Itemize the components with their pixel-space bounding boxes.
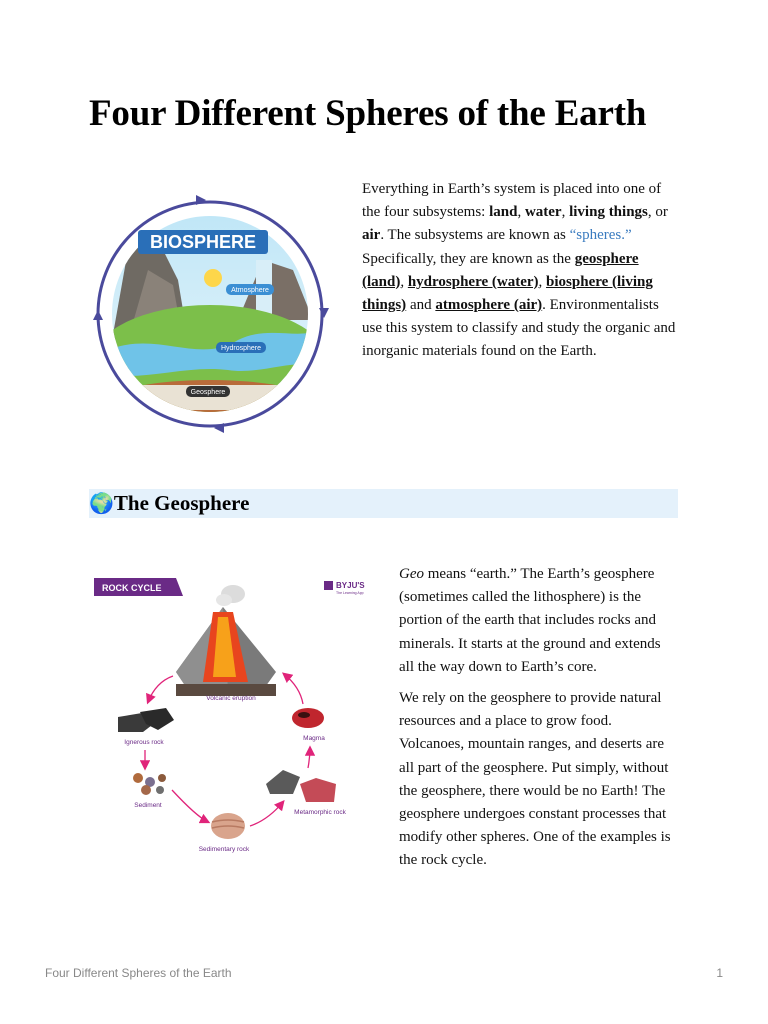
geosphere-section-heading: [89, 489, 678, 518]
term-water: water: [524, 204, 562, 221]
biosphere-figure: [88, 190, 332, 440]
spheres-link[interactable]: “spheres.”: [569, 227, 632, 244]
hydrosphere-label: Hydrosphere: [220, 345, 262, 352]
geosphere-term: geosphere (land): [362, 250, 639, 290]
label-volcanic-eruption: Volcanic eruption: [206, 695, 256, 702]
hydrosphere-term: hydrosphere (water): [407, 273, 539, 290]
atmosphere-term: atmosphere (air): [435, 297, 543, 314]
label-sedimentary-rock: Sedimentary rock: [198, 846, 250, 853]
label-igneous-rock: Ignerous rock: [124, 739, 164, 746]
term-living-things: living things: [569, 204, 648, 221]
label-metamorphic-rock: Metamorphic rock: [294, 809, 346, 816]
cycle-arrow: [148, 676, 173, 702]
label-sediment: Sediment: [134, 802, 162, 809]
footer-title: Four Different Spheres of the Earth: [45, 966, 232, 980]
label-magma: Magma: [303, 735, 325, 742]
geosphere-text: [399, 563, 679, 873]
byjus-logo-icon: [324, 581, 333, 590]
brand-tagline: The Learning App: [336, 591, 364, 595]
biosphere-term: biosphere (living things): [362, 273, 653, 314]
geosphere-label: Geosphere: [190, 389, 226, 396]
term-land: land: [489, 204, 518, 221]
term-air: air: [362, 227, 381, 244]
page-number: 1: [716, 966, 723, 980]
page-title: Four Different Spheres of the Earth: [89, 93, 647, 134]
cycle-arrow: [172, 790, 208, 822]
geosphere-paragraph-2: We rely on the geosphere to provide natural resources and a place to grow food. Volcanoes, mountain ranges, and deserts are all part of the geosphere. Put simply, without the geosphere, there would be no Earth! The geosphere undergoes constant processes that modify other spheres. One of the examples is the rock cycle.: [399, 690, 671, 869]
biosphere-banner: BIOSPHERE: [149, 232, 257, 252]
cycle-arrow: [250, 802, 283, 826]
geosphere-paragraph-1: Geo means “earth.” The Earth’s geosphere (sometimes called the lithosphere) is the portion of the earth that includes rocks and minerals. It starts at the ground and extends all the way down to Earth’s core.: [399, 566, 661, 675]
cycle-arrow: [308, 748, 310, 768]
section-title: The Geosphere: [113, 491, 250, 515]
rock-cycle-figure: [88, 572, 368, 862]
atmosphere-label: Atmosphere: [231, 287, 269, 294]
cycle-arrow: [284, 674, 303, 704]
rock-cycle-title: ROCK CYCLE: [102, 583, 162, 593]
intro-paragraph: Everything in Earth’s system is placed into one of the four subsystems: land, water, living things, or air. The subsystems are known as “spheres.” Specifically, they are known as the geosphere (land), hydrosphere (water), biosphere (living things) and atmosphere (air). Environmentalists use this system to classify and study the organic and inorganic materials found on the Earth.: [362, 181, 676, 360]
brand-name: BYJU'S: [336, 581, 365, 590]
globe-icon: 🌍: [89, 491, 114, 515]
